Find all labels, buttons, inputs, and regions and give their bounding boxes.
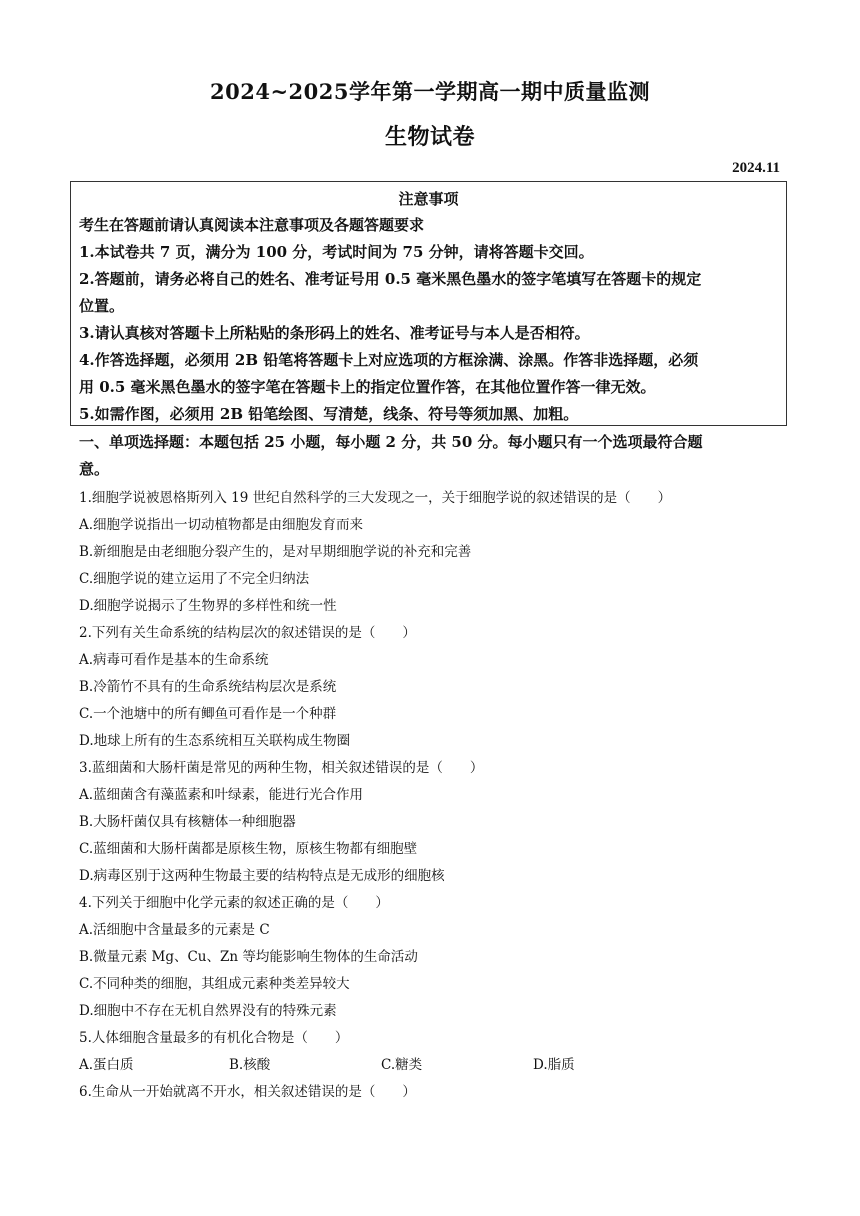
option-line: A.活细胞中含量最多的元素是 C (79, 922, 270, 938)
notice-line: 位置。 (79, 297, 125, 315)
q5-option-d: D.脂质 (533, 1057, 575, 1073)
question-2: 2.下列有关生命系统的结构层次的叙述错误的是（ ） (79, 625, 416, 641)
question-1: 1.细胞学说被恩格斯列入 19 世纪自然科学的三大发现之一，关于细胞学说的叙述错误的是（ ） (79, 490, 672, 506)
exam-title: 2024~2025学年第一学期高一期中质量监测 (210, 79, 650, 104)
notice-line: 考生在答题前请认真阅读本注意事项及各题答题要求 (79, 216, 425, 234)
option-line: C.蓝细菌和大肠杆菌都是原核生物，原核生物都有细胞壁 (79, 841, 418, 857)
option-line: B.新细胞是由老细胞分裂产生的，是对早期细胞学说的补充和完善 (79, 544, 472, 560)
exam-subtitle: 生物试卷 (384, 124, 475, 150)
option-line: C.一个池塘中的所有鲫鱼可看作是一个种群 (79, 706, 337, 722)
option-line: C.细胞学说的建立运用了不完全归纳法 (79, 571, 310, 587)
q5-option-b: B.核酸 (229, 1057, 271, 1073)
notice-line: 1.本试卷共 7 页，满分为 100 分，考试时间为 75 分钟，请将答题卡交回。 (79, 243, 594, 261)
question-5: 5.人体细胞含量最多的有机化合物是（ ） (79, 1030, 349, 1046)
option-line: D.病毒区别于这两种生物最主要的结构特点是无成形的细胞核 (79, 868, 445, 884)
section-heading: 一、单项选择题：本题包括 25 小题，每小题 2 分，共 50 分。每小题只有一个选项最符合题 (79, 433, 703, 451)
question-6: 6.生命从一开始就离不开水，相关叙述错误的是（ ） (79, 1084, 416, 1100)
option-line: B.大肠杆菌仅具有核糖体一种细胞器 (79, 814, 296, 830)
option-line: D.地球上所有的生态系统相互关联构成生物圈 (79, 733, 351, 749)
option-line: A.病毒可看作是基本的生命系统 (79, 652, 269, 668)
section-heading-cont: 意。 (79, 460, 110, 478)
notice-line: 用 0.5 毫米黑色墨水的签字笔在答题卡上的指定位置作答，在其他位置作答一律无效。 (79, 378, 656, 396)
notice-line: 4.作答选择题，必须用 2B 铅笔将答题卡上对应选项的方框涂满、涂黑。作答非选择题，必须 (79, 351, 699, 369)
question-3: 3.蓝细菌和大肠杆菌是常见的两种生物，相关叙述错误的是（ ） (79, 760, 484, 776)
option-line: B.微量元素 Mg、Cu、Zn 等均能影响生物体的生命活动 (79, 949, 418, 965)
q5-option-c: C.糖类 (381, 1057, 423, 1073)
notice-box (70, 181, 787, 426)
exam-date: 2024.11 (732, 160, 780, 176)
option-line: B.冷箭竹不具有的生命系统结构层次是系统 (79, 679, 337, 695)
option-line: C.不同种类的细胞，其组成元素种类差异较大 (79, 976, 350, 992)
notice-heading: 注意事项 (398, 190, 459, 208)
notice-line: 5.如需作图，必须用 2B 铅笔绘图、写清楚，线条、符号等须加黑、加粗。 (79, 405, 579, 423)
option-line: D.细胞中不存在无机自然界没有的特殊元素 (79, 1003, 337, 1019)
option-line: A.蓝细菌含有藻蓝素和叶绿素，能进行光合作用 (79, 787, 364, 803)
q5-option-a: A.蛋白质 (79, 1057, 134, 1073)
option-line: A.细胞学说指出一切动植物都是由细胞发育而来 (79, 517, 364, 533)
notice-line: 2.答题前，请务必将自己的姓名、准考证号用 0.5 毫米黑色墨水的签字笔填写在答题卡的规定 (79, 270, 702, 288)
option-line: D.细胞学说揭示了生物界的多样性和统一性 (79, 598, 337, 614)
notice-line: 3.请认真核对答题卡上所粘贴的条形码上的姓名、准考证号与本人是否相符。 (79, 324, 590, 342)
question-4: 4.下列关于细胞中化学元素的叙述正确的是（ ） (79, 895, 389, 911)
